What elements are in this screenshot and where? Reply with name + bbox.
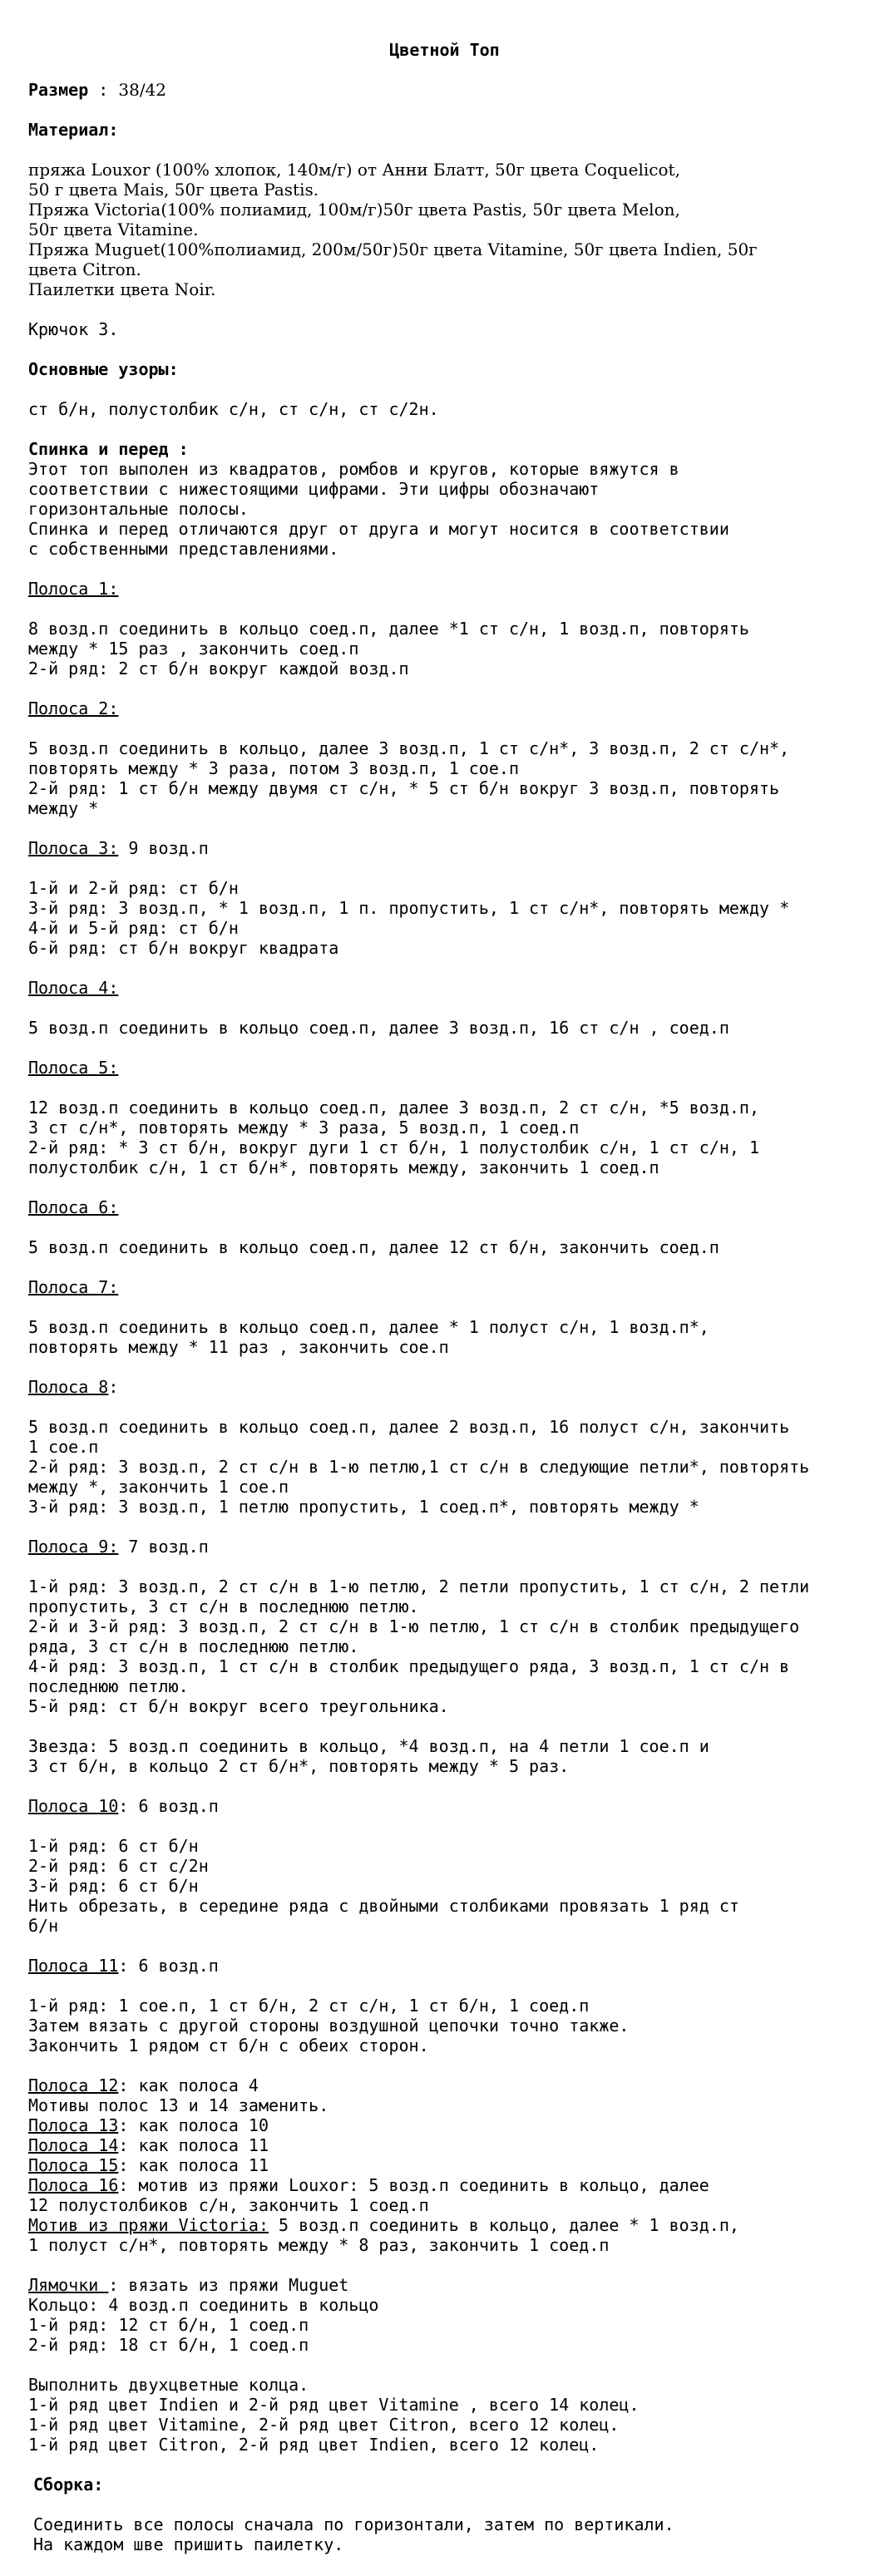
strip-line: 2-й ряд: 1 ст б/н между двумя ст с/н, * 5 ст б/н вокруг 3 возд.п, повторять <box>28 778 780 798</box>
strip-line: 3-й ряд: 6 ст б/н <box>28 1876 199 1896</box>
material-line: Пряжа Victoria(100% полиамид, 100м/г)50г цвета Pastis, 50г цвета Melon, <box>28 200 680 220</box>
material-line: Паилетки цвета Noir. <box>28 279 216 299</box>
strip-line: 5 возд.п соединить в кольцо соед.п, далее 3 возд.п, 16 ст с/н , соед.п <box>28 1018 729 1038</box>
assembly-text <box>33 2514 861 2554</box>
strip-heading-label: Полоса 3: <box>28 838 119 858</box>
strip-heading-label: Полоса 4: <box>28 978 119 998</box>
strip-line: 5 возд.п соединить в кольцо, далее 3 возд.п, 1 ст с/н*, 3 возд.п, 2 ст с/н*, <box>28 738 790 758</box>
strip-heading-label: Полоса 7: <box>28 1277 119 1297</box>
back-front-line: Спинка и перед отличаются друг от друга и могут носится в соответствии <box>28 519 729 539</box>
tail-line-text: : как полоса 11 <box>118 2135 269 2155</box>
tail-line-label: Полоса 16 <box>28 2175 119 2195</box>
straps-after: : вязать из пряжи Muguet <box>108 2275 349 2295</box>
rings-line: 1-й ряд цвет Vitamine, 2-й ряд цвет Citron, всего 12 колец. <box>28 2415 620 2435</box>
strip-heading-label: Полоса 5: <box>28 1058 119 1078</box>
tail-line-text: 12 полустолбиков с/н, закончить 1 соед.п <box>28 2195 429 2215</box>
strip-line: 1-й ряд: 6 ст б/н <box>28 1836 199 1856</box>
strip-line: последнюю петлю. <box>28 1676 189 1696</box>
strip-line: 2-й ряд: 3 возд.п, 2 ст с/н в 1-ю петлю,1 ст с/н в следующие петли*, повторять <box>28 1457 810 1477</box>
tail-line <box>28 2215 861 2235</box>
strip-line: 5 возд.п соединить в кольцо соед.п, далее 2 возд.п, 16 полуст с/н, закончить <box>28 1417 790 1437</box>
strip-heading-label: Полоса 8 <box>28 1377 109 1397</box>
strip-line: 2-й ряд: * 3 ст б/н, вокруг дуги 1 ст б/н, 1 полустолбик с/н, 1 ст с/н, 1 <box>28 1137 759 1157</box>
back-front-line: соответствии с нижестоящими цифрами. Эти цифры обозначают <box>28 479 600 499</box>
strip-heading-label: Полоса 6: <box>28 1197 119 1217</box>
strip-heading-label: Полоса 9: <box>28 1537 119 1557</box>
strip-line: Затем вязать с другой стороны воздушной цепочки точно также. <box>28 2016 630 2036</box>
strip-line: между * <box>28 798 99 818</box>
straps-text <box>28 2295 861 2355</box>
strip-heading <box>28 579 861 599</box>
strip-line: Звезда: 5 возд.п соединить в кольцо, *4 возд.п, на 4 петли 1 сое.п и <box>28 1736 709 1756</box>
strip-body <box>28 1417 861 1517</box>
strip-line: 4-й ряд: 3 возд.п, 1 ст с/н в столбик предыдущего ряда, 3 возд.п, 1 ст с/н в <box>28 1656 790 1676</box>
patterns-text: ст б/н, полустолбик с/н, ст с/н, ст с/2н. <box>28 399 439 419</box>
material-line: 50г цвета Vitamine. <box>28 220 199 239</box>
strip-line: ряда, 3 ст с/н в последнюю петлю. <box>28 1636 359 1656</box>
size-label: Размер <box>28 80 89 100</box>
strip-body <box>28 1836 861 1936</box>
strip-line: 5 возд.п соединить в кольцо соед.п, далее * 1 полуст с/н, 1 возд.п*, <box>28 1317 709 1337</box>
straps-line <box>28 2275 861 2295</box>
strip-line: 2-й и 3-й ряд: 3 возд.п, 2 ст с/н в 1-ю петлю, 1 ст с/н в столбик предыдущего <box>28 1616 800 1636</box>
size-line: Размер : 38/42 <box>28 80 167 100</box>
strip-body <box>28 1577 861 1716</box>
assembly-line: Соединить все полосы сначала по горизонтали, затем по вертикали. <box>33 2514 674 2534</box>
strip-line: между * 15 раз , закончить соед.п <box>28 639 359 659</box>
strip-heading <box>28 1058 861 1078</box>
strip-heading-suffix: 7 возд.п <box>118 1537 209 1557</box>
strip-heading <box>28 1537 861 1557</box>
strip-body <box>28 1098 861 1177</box>
material-list <box>28 160 861 299</box>
strip-body <box>28 1018 861 1038</box>
tail-line <box>28 2155 861 2175</box>
tail-line <box>28 2195 861 2215</box>
strip-body <box>28 1237 861 1257</box>
strip-heading-suffix: : 6 возд.п <box>118 1796 219 1816</box>
tail-line-text: Мотивы полос 13 и 14 заменить. <box>28 2095 329 2115</box>
strip-line: 1-й ряд: 3 возд.п, 2 ст с/н в 1-ю петлю, 2 петли пропустить, 1 ст с/н, 2 петли <box>28 1577 810 1596</box>
strip-body <box>28 619 861 679</box>
strip-line: 5 возд.п соединить в кольцо соед.п, далее 12 ст б/н, закончить соед.п <box>28 1237 719 1257</box>
strip-line: 3 ст б/н, в кольцо 2 ст б/н*, повторять между * 5 раз. <box>28 1756 570 1776</box>
strip-heading <box>28 1197 861 1217</box>
strip-line: 12 возд.п соединить в кольцо соед.п, далее 3 возд.п, 2 ст с/н, *5 возд.п, <box>28 1098 759 1118</box>
strip-body <box>28 1736 861 1776</box>
document-title: Цветной Топ <box>389 40 500 60</box>
strip-heading-label: Полоса 1: <box>28 579 119 599</box>
strip-line: 3 ст с/н*, повторять между * 3 раза, 5 возд.п, 1 соед.п <box>28 1118 580 1137</box>
strip-heading <box>28 698 861 718</box>
strip-heading-label: Полоса 11 <box>28 1956 119 1976</box>
rings-text <box>28 2375 861 2455</box>
tail-line <box>28 2115 861 2135</box>
rings-line: Выполнить двухцветные колца. <box>28 2375 309 2395</box>
tail-line-label: Полоса 12 <box>28 2075 119 2095</box>
tail-line-text: 1 полуст с/н*, повторять между * 8 раз, закончить 1 соед.п <box>28 2235 610 2255</box>
strip-heading <box>28 1277 861 1297</box>
assembly-heading: Сборка: <box>33 2475 104 2495</box>
patterns-heading: Основные узоры: <box>28 359 179 379</box>
material-heading: Материал: <box>28 120 119 140</box>
strip-line: 4-й и 5-й ряд: ст б/н <box>28 918 239 938</box>
material-line: пряжа Louxor (100% хлопок, 140м/г) от Анни Блатт, 50г цвета Coquelicot, <box>28 160 680 180</box>
strip-heading <box>28 838 861 858</box>
tail-line-text: : как полоса 11 <box>118 2155 269 2175</box>
strip-body <box>28 1317 861 1357</box>
strip-heading-suffix: 9 возд.п <box>118 838 209 858</box>
strip-line: полустолбик с/н, 1 ст б/н*, повторять между, закончить 1 соед.п <box>28 1157 659 1177</box>
strip-line: 3-й ряд: 3 возд.п, * 1 возд.п, 1 п. пропустить, 1 ст с/н*, повторять между * <box>28 898 790 918</box>
tail-line <box>28 2135 861 2155</box>
tail-line <box>28 2075 861 2095</box>
strip-heading-label: Полоса 2: <box>28 698 119 718</box>
straps-line: Кольцо: 4 возд.п соединить в кольцо <box>28 2295 379 2315</box>
tail-line-text: : как полоса 10 <box>118 2115 269 2135</box>
hook-line: Крючок 3. <box>28 319 119 339</box>
tail-line-text: : как полоса 4 <box>118 2075 259 2095</box>
strip-heading <box>28 1796 861 1816</box>
strip-heading-suffix: : 6 возд.п <box>118 1956 219 1976</box>
back-front-text <box>28 459 861 559</box>
strip-heading <box>28 978 861 998</box>
tail-line-label: Полоса 13 <box>28 2115 119 2135</box>
strip-body <box>28 1996 861 2055</box>
tail-line <box>28 2235 861 2255</box>
back-front-line: горизонтальные полосы. <box>28 499 249 519</box>
tail-line-text: 5 возд.п соединить в кольцо, далее * 1 возд.п, <box>268 2215 739 2235</box>
straps-line: 2-й ряд: 18 ст б/н, 1 соед.п <box>28 2335 309 2355</box>
straps-line: 1-й ряд: 12 ст б/н, 1 соед.п <box>28 2315 309 2335</box>
strip-line: 2-й ряд: 6 ст с/2н <box>28 1856 209 1876</box>
material-line: 50 г цвета Mais, 50г цвета Pastis. <box>28 180 319 200</box>
strip-line: повторять между * 3 раза, потом 3 возд.п, 1 сое.п <box>28 758 520 778</box>
strip-line: 1-й и 2-й ряд: ст б/н <box>28 878 239 898</box>
strip-heading <box>28 1377 861 1397</box>
strip-line: 6-й ряд: ст б/н вокруг квадрата <box>28 938 339 958</box>
strip-line: между *, закончить 1 сое.п <box>28 1477 289 1497</box>
strip-line: Нить обрезать, в середине ряда с двойными столбиками провязать 1 ряд ст <box>28 1896 739 1916</box>
assembly-line: На каждом шве пришить паилетку. <box>33 2534 344 2554</box>
strip-line: 5-й ряд: ст б/н вокруг всего треугольника. <box>28 1696 449 1716</box>
strip-body <box>28 738 861 818</box>
strip-line: 1 сое.п <box>28 1437 99 1457</box>
strip-line: 1-й ряд: 1 сое.п, 1 ст б/н, 2 ст с/н, 1 ст б/н, 1 соед.п <box>28 1996 590 2016</box>
tail-line-label: Полоса 14 <box>28 2135 119 2155</box>
rings-line: 1-й ряд цвет Indien и 2-й ряд цвет Vitamine , всего 14 колец. <box>28 2395 640 2415</box>
strip-line: 3-й ряд: 3 возд.п, 1 петлю пропустить, 1 соед.п*, повторять между * <box>28 1497 699 1517</box>
size-value: 38/42 <box>118 80 167 100</box>
back-front-heading: Спинка и перед : <box>28 439 189 459</box>
material-line: цвета Citron. <box>28 259 141 279</box>
tail-line-text: : мотив из пряжи Louxor: 5 возд.п соединить в кольцо, далее <box>118 2175 709 2195</box>
strip-heading-suffix: : <box>108 1377 119 1397</box>
tail-line-label: Полоса 15 <box>28 2155 119 2175</box>
tail-line <box>28 2095 861 2115</box>
rings-line: 1-й ряд цвет Citron, 2-й ряд цвет Indien, всего 12 колец. <box>28 2435 600 2455</box>
tail-line <box>28 2175 861 2195</box>
strip-line: повторять между * 11 раз , закончить сое.п <box>28 1337 449 1357</box>
strip-list <box>28 579 861 2055</box>
strip-body <box>28 878 861 958</box>
strip-line: пропустить, 3 ст с/н в последнюю петлю. <box>28 1596 419 1616</box>
strip-line: 8 возд.п соединить в кольцо соед.п, далее *1 ст с/н, 1 возд.п, повторять <box>28 619 749 639</box>
back-front-line: с собственными представлениями. <box>28 539 339 559</box>
straps-label: Лямочки <box>28 2275 109 2295</box>
tail-line-label: Мотив из пряжи Victoria: <box>28 2215 269 2235</box>
strip-line: б/н <box>28 1916 59 1936</box>
strip-heading <box>28 1956 861 1976</box>
strip-heading-label: Полоса 10 <box>28 1796 119 1816</box>
strip-line: Закончить 1 рядом ст б/н с обеих сторон. <box>28 2036 429 2055</box>
tail-list <box>28 2075 861 2255</box>
material-line: Пряжа Muguet(100%полиамид, 200м/50г)50г цвета Vitamine, 50г цвета Indien, 50г <box>28 239 758 259</box>
strip-line: 2-й ряд: 2 ст б/н вокруг каждой возд.п <box>28 659 409 679</box>
back-front-line: Этот топ выполен из квадратов, ромбов и кругов, которые вяжутся в <box>28 459 679 479</box>
